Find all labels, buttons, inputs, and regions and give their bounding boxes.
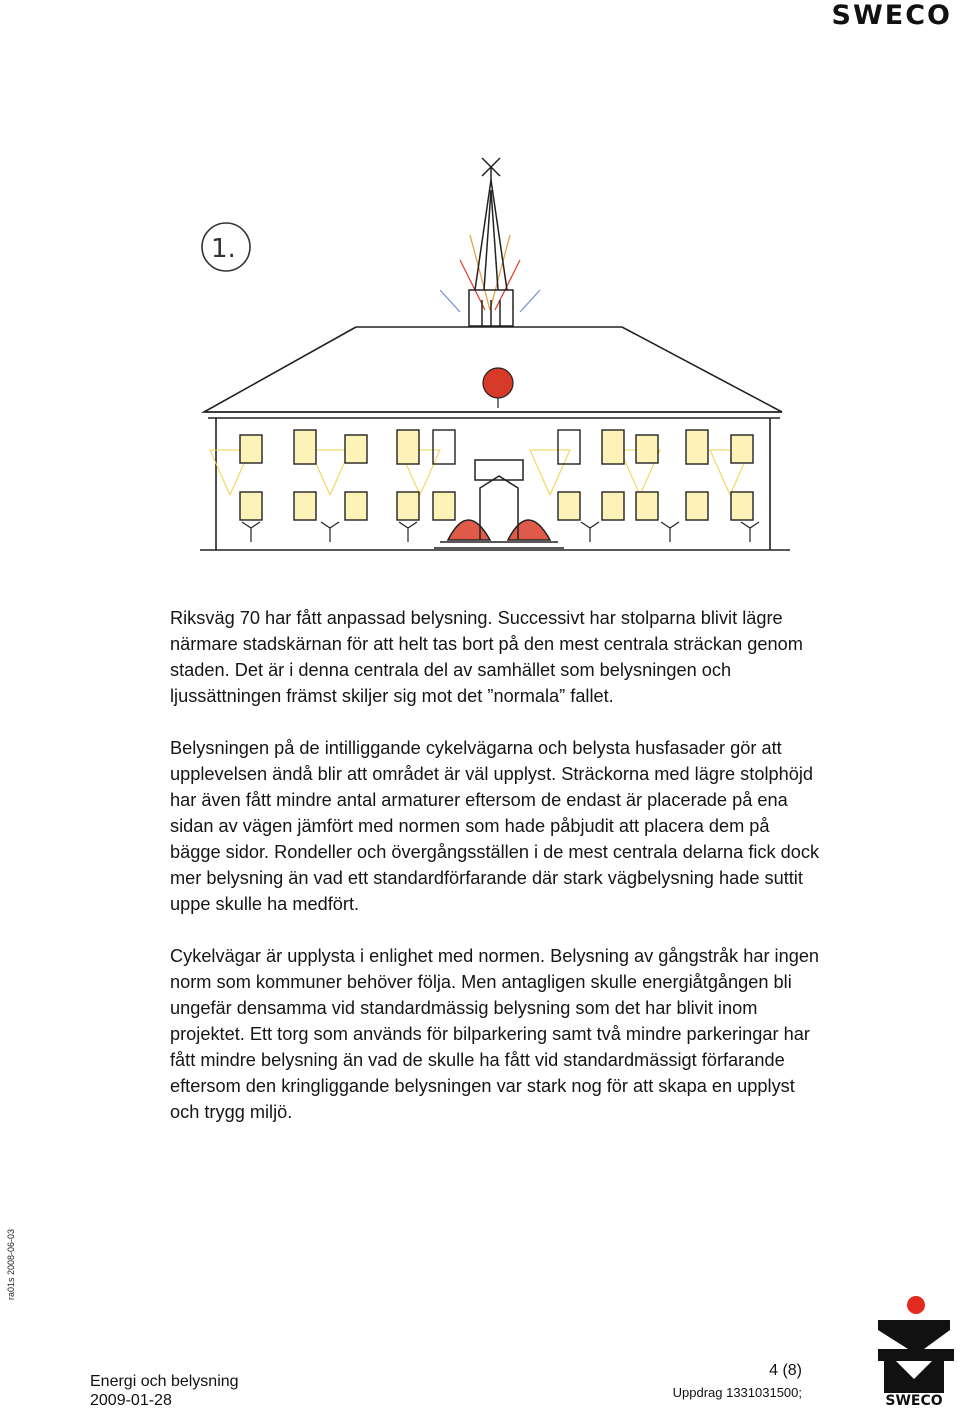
trees <box>242 522 759 542</box>
paragraph-3: Cykelvägar är upplysta i enlighet med normen. Belysning av gångstråk har ingen norm som kommuner behöver följa. Men antagligen skulle energiåtgången bli ungefär densamma vid standardmässig belysning som det har blivit inom projektet. Ett torg som används för bilparkering samt två mindre parkeringar har fått mindre belysning än vad de skulle ha fått vid standardmässigt förfarande eftersom den kringliggande belysningen var stark nog för att skapa en upplyst och trygg miljö. <box>170 946 820 1122</box>
assignment-reference: Uppdrag 1331031500; <box>672 1385 802 1400</box>
upper-windows <box>240 430 753 464</box>
gable-lamp <box>483 368 513 408</box>
footer-date: 2009-01-28 <box>90 1392 172 1409</box>
header-brand-logo: SWECO <box>831 0 952 31</box>
footer-left <box>90 1372 239 1410</box>
footer-title: Energi och belysning <box>90 1373 239 1390</box>
footer-right <box>673 1360 802 1404</box>
building-sketch-illustration <box>190 150 800 580</box>
lower-windows <box>240 492 753 520</box>
paragraph-2: Belysningen på de intilliggande cykelvägarna och belysta husfasader gör att upplevelsen ändå blir att området är väl upplyst. Sträckorna med lägre stolphöjd har även fått mindre antal armaturer eftersom de endast är placerade på ena sidan av vägen jämfört med normen som hade påbjudit att placera dem på bägge sidor. Rondeller och övergångsställen i de mest centrala delarna fick dock mer belysning än vad ett standardförfarande där stark vägbelysning hade suttit uppe skulle ha medfört. <box>170 738 820 914</box>
document-template-code: ra01s 2008-06-03 <box>6 1228 16 1300</box>
body-text <box>170 605 820 1151</box>
sweco-logo <box>872 1295 956 1407</box>
sketch-label: 1. <box>211 234 236 264</box>
footer-logo-text: SWECO <box>885 1393 943 1407</box>
spire-light-rays <box>440 235 540 312</box>
spire <box>469 158 513 326</box>
paragraph-1: Riksväg 70 har fått anpassad belysning. Successivt har stolparna blivit lägre närmare stadskärnan för att helt tas bort på den mest centrala sträckan genom staden. Det är i denna centrala del av samhället som belysningen och ljussättningen främst skiljer sig mot det ”normala” fallet. <box>170 608 803 706</box>
page-number: 4 (8) <box>769 1362 802 1379</box>
